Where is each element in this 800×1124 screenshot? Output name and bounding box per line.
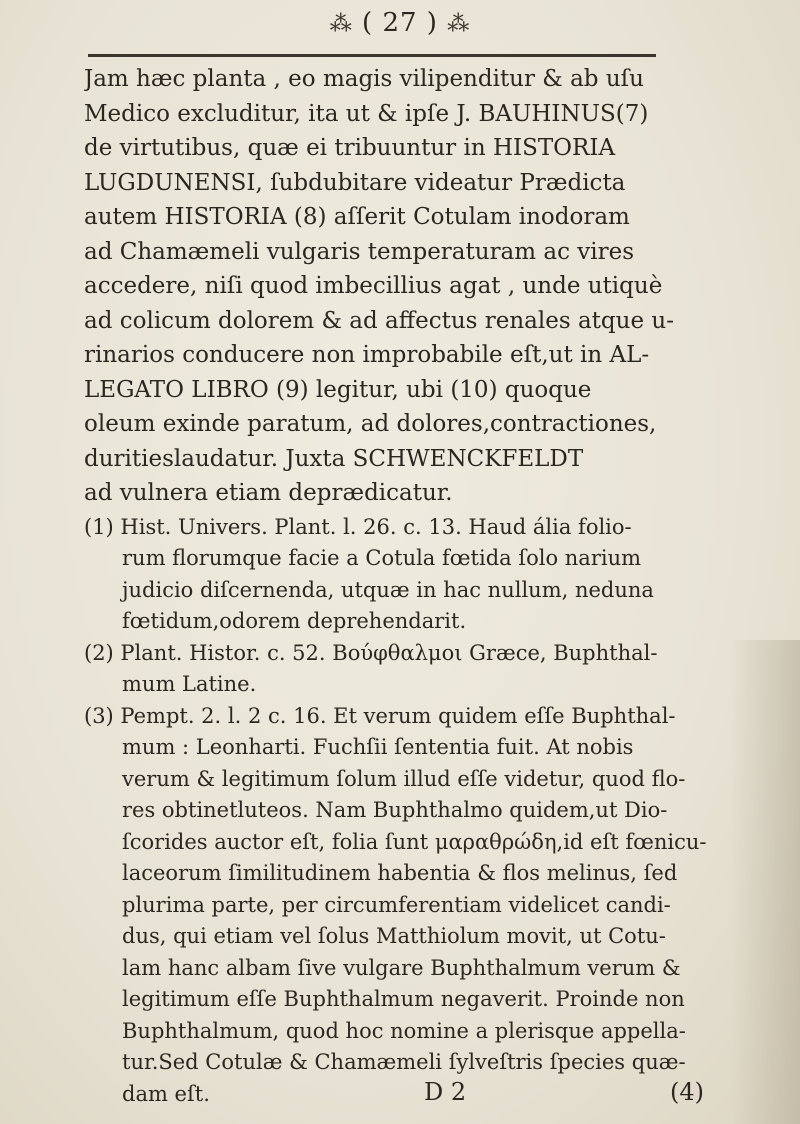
- header-rule: [88, 54, 656, 57]
- signature-mark: D 2: [424, 1078, 467, 1106]
- footnote-line: dam eſt.: [122, 1081, 210, 1106]
- footnote-line: (2) Plant. Histor. c. 52. Βούφθαλμοι Græce, Buphthal-: [84, 640, 658, 665]
- footnote-line: res obtinetluteos. Nam Buphthalmo quidem,ut Dio-: [122, 798, 668, 822]
- footnotes: [84, 512, 724, 1111]
- text-line: duritieslaudatur. Juxta SCHWENCKFELDT: [84, 445, 584, 472]
- footnote-line: mum : Leonharti. Fuchſii ſententia fuit. At nobis: [122, 735, 634, 759]
- main-text: [84, 62, 724, 1110]
- text-line: LEGATO LIBRO (9) legitur, ubi (10) quoque: [84, 376, 592, 403]
- text-line: Jam hæc planta , eo magis vilipenditur & ab uſu: [84, 66, 644, 92]
- text-line: ad colicum dolorem & ad affectus renales atque u-: [84, 307, 674, 334]
- footnote-line: dus, qui etiam vel ſolus Matthiolum movit, ut Cotu-: [122, 924, 666, 948]
- text-line: oleum exinde paratum, ad dolores,contractiones,: [84, 411, 657, 437]
- footnote-line: lam hanc albam ſive vulgare Buphthalmum verum &: [122, 955, 681, 980]
- footnote-line: plurima parte, per circumferentiam videlicet candi-: [122, 892, 671, 917]
- text-line: de virtutibus, quæ ei tribuuntur in HISTORIA: [84, 135, 616, 161]
- running-header: [0, 8, 800, 38]
- footnote-line: tur.Sed Cotulæ & Chamæmeli ſylveſtris ſpecies quæ-: [122, 1050, 686, 1074]
- footnote-line: legitimum eſſe Buphthalmum negaverit. Proinde non: [122, 987, 685, 1011]
- text-line: accedere, niſi quod imbecillius agat , unde utiquè: [84, 273, 663, 299]
- text-line: autem HISTORIA (8) aſſerit Cotulam inodoram: [84, 204, 630, 230]
- footnote-line: judicio diſcernenda, utquæ in hac nullum, neduna: [122, 577, 654, 602]
- text-line: Medico excluditur, ita ut & ipſe J. BAUHINUS(7): [84, 100, 649, 127]
- footnote-line: (1) Hist. Univers. Plant. l. 26. c. 13. Haud ália folio-: [84, 514, 632, 539]
- right-ornament: ⁂: [447, 12, 471, 37]
- footnote-line: mum Latine.: [122, 672, 257, 696]
- footnote-line: ſcorides auctor eſt, folia ſunt μαραθρώδη,id eſt fœnicu-: [122, 829, 707, 854]
- catchword: (4): [670, 1078, 704, 1106]
- page-edge-shadow: [730, 640, 800, 1124]
- main-text-lines: [84, 62, 724, 511]
- page-footer: [84, 1078, 724, 1118]
- text-line: LUGDUNENSI, ſubdubitare videatur Prædicta: [84, 169, 626, 196]
- footnote-line: fœtidum,odorem deprehendarit.: [122, 609, 467, 633]
- left-ornament: ⁂: [329, 12, 353, 37]
- footnote-line: laceorum ſimilitudinem habentia & flos melinus, ſed: [122, 861, 678, 885]
- footnote-line: (3) Pempt. 2. l. 2 c. 16. Et verum quidem eſſe Buphthal-: [84, 703, 676, 728]
- footnote-line: verum & legitimum ſolum illud eſſe videtur, quod flo-: [122, 766, 686, 791]
- footnote-line: rum florumque facie a Cotula fœtida ſolo narium: [122, 546, 642, 570]
- text-line: rinarios conducere non improbabile eſt,ut in AL-: [84, 342, 650, 368]
- text-line: ad Chamæmeli vulgaris temperaturam ac vires: [84, 238, 635, 265]
- footnote-line: Buphthalmum, quod hoc nomine a plerisque appella-: [122, 1018, 686, 1043]
- text-line: ad vulnera etiam deprædicatur.: [84, 480, 453, 506]
- page-number: ( 27 ): [362, 8, 438, 38]
